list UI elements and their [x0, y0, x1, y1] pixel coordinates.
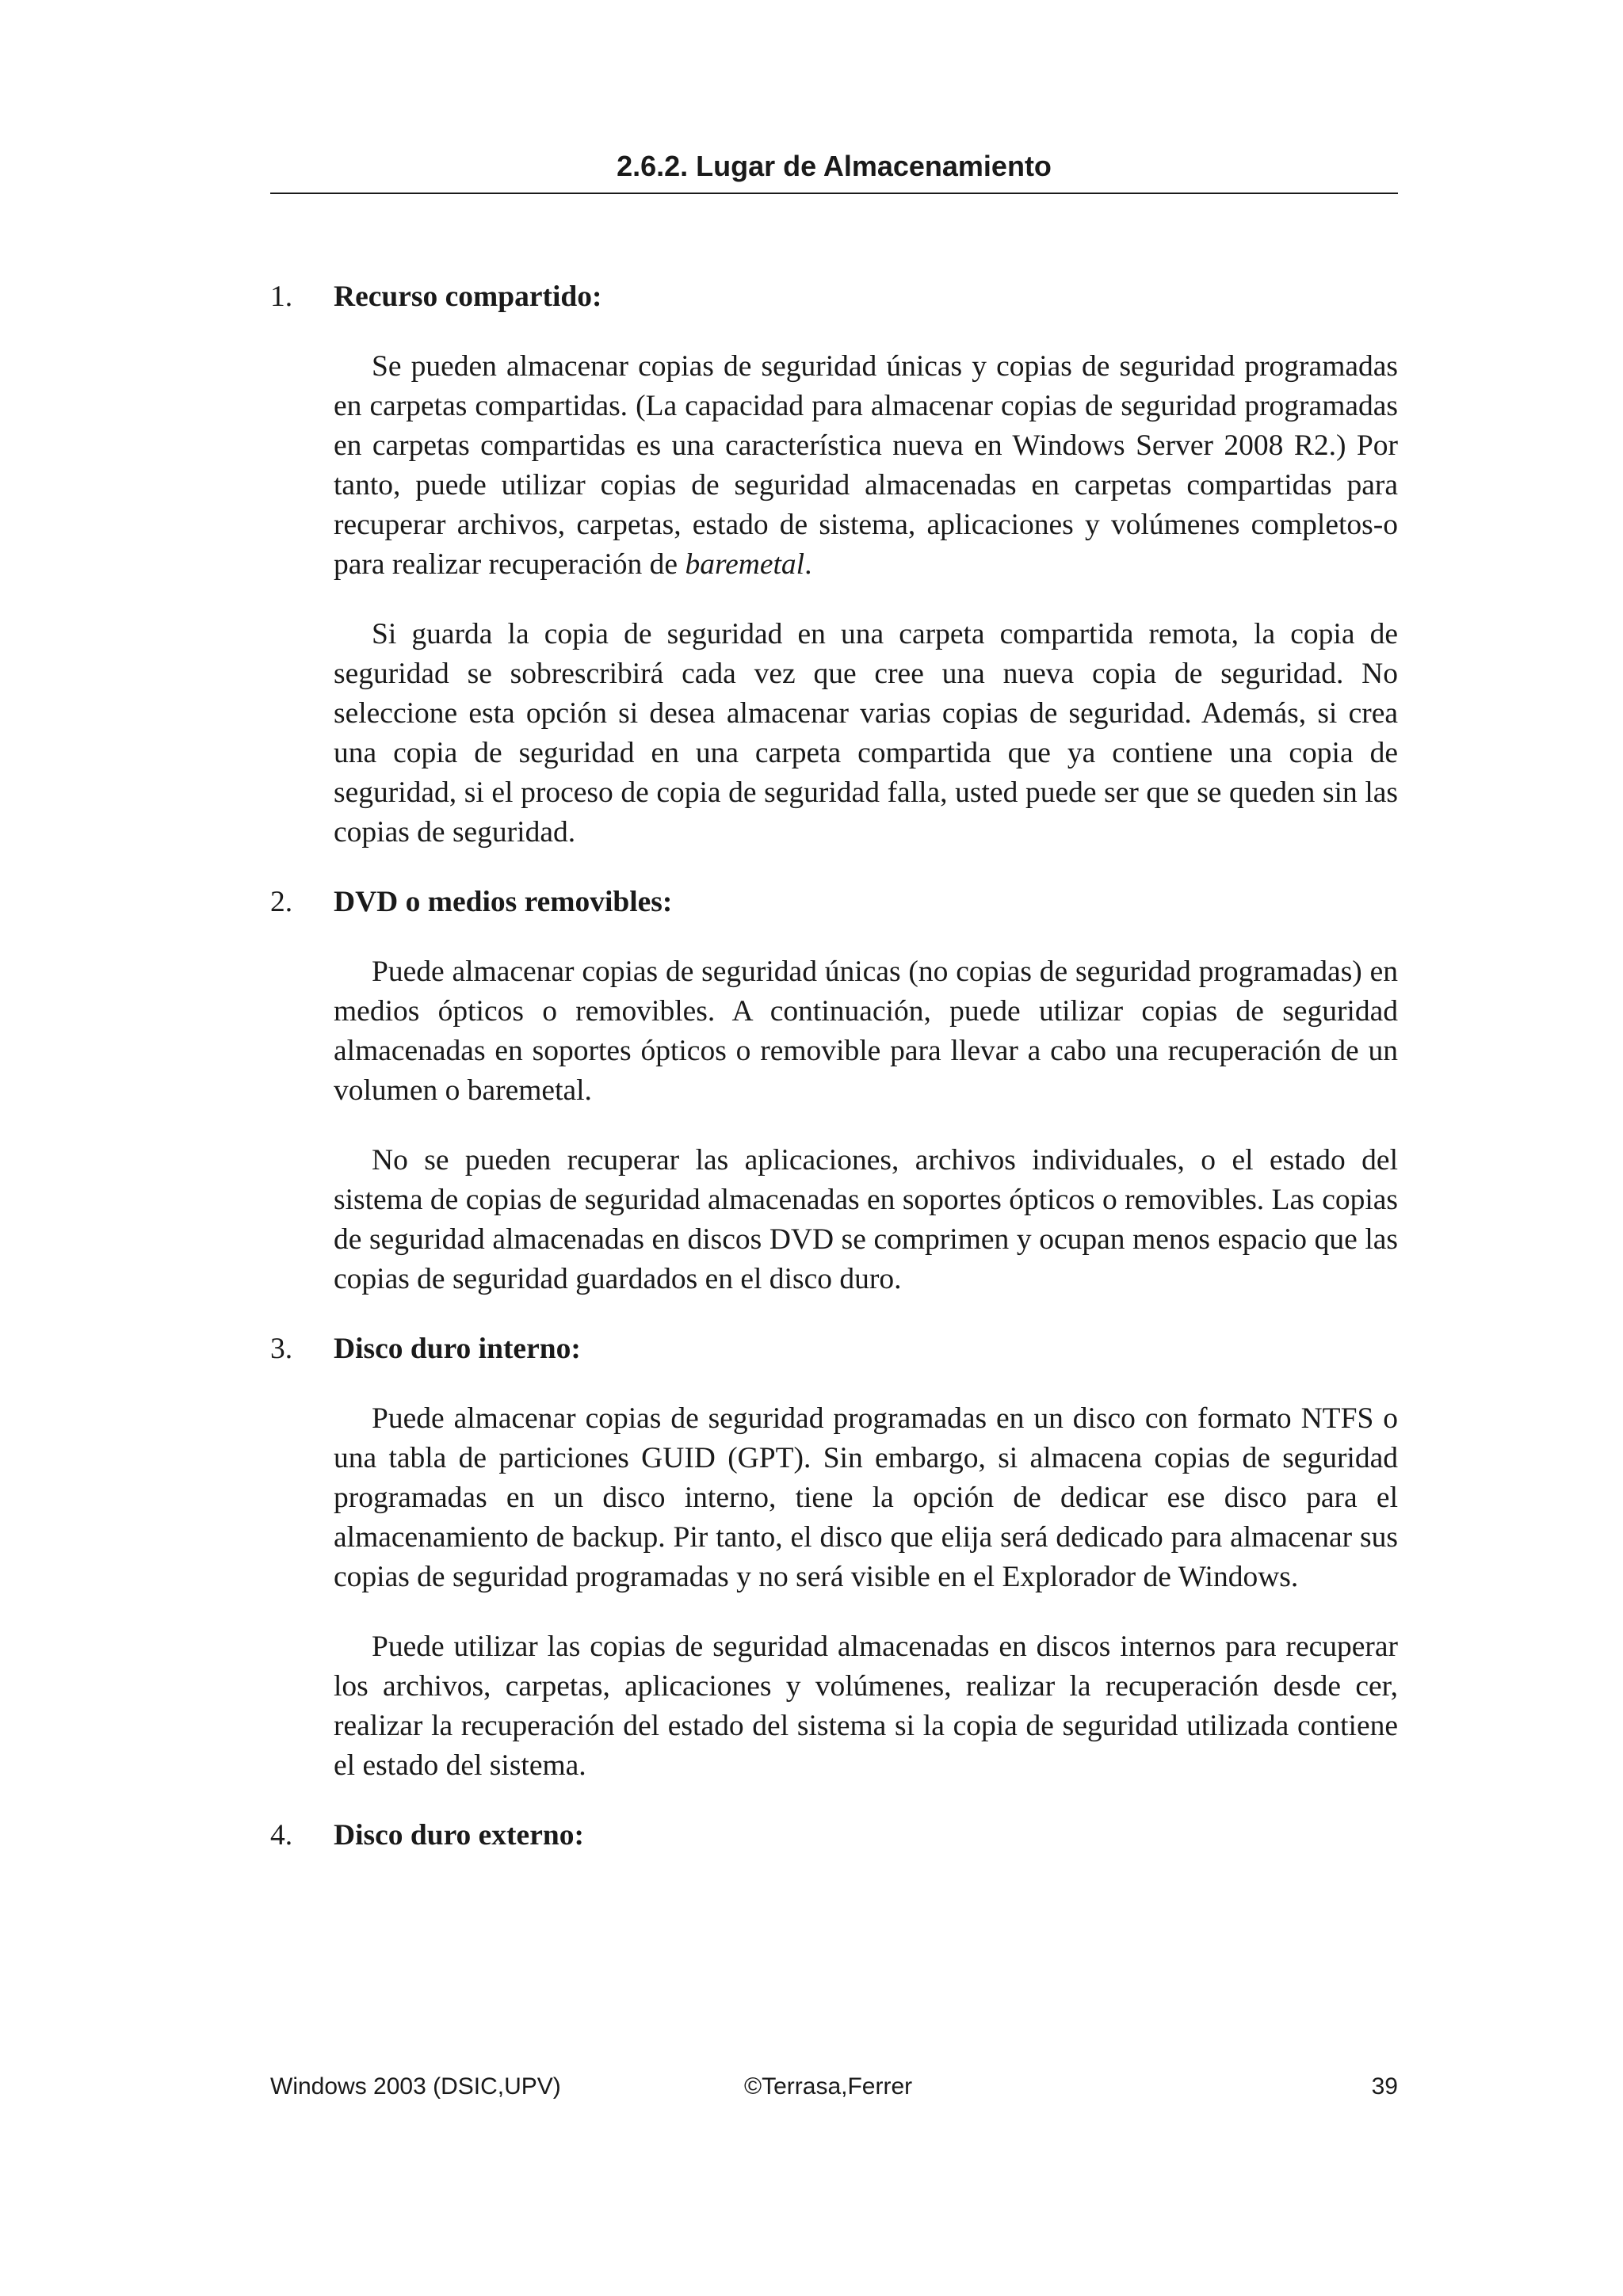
paragraph: Puede utilizar las copias de seguridad almacenadas en discos internos para recuperar los archivos, carpetas, aplicaciones y volúmenes, realizar la recuperación desde cer, realizar la recuperación del estado del sistema si la copia de seguridad utilizada contiene el estado del sistema.: [334, 1630, 1398, 1782]
paragraph: Puede almacenar copias de seguridad únicas (no copias de seguridad programadas) en medios ópticos o removibles. A continuación, puede utilizar copias de seguridad almacenadas en soportes ópticos o removible para llevar a cabo una recuperación de un volumen o baremetal.: [334, 955, 1398, 1107]
page-content: [270, 277, 1398, 1855]
paragraph: Si guarda la copia de seguridad en una carpeta compartida remota, la copia de seguridad se sobrescribirá cada vez que cree una nueva copia de seguridad. No seleccione esta opción si desea almacenar varias copias de seguridad. Además, si crea una copia de seguridad en una carpeta compartida que ya contiene una copia de seguridad, si el proceso de copia de seguridad falla, usted puede ser que se queden sin las copias de seguridad.: [334, 618, 1398, 849]
section-disco-duro-interno: [270, 1329, 1398, 1786]
page-header: [270, 143, 1398, 194]
page-footer: [270, 2069, 1398, 2104]
paragraph: [270, 347, 1398, 585]
section-number: 4.: [270, 1819, 293, 1852]
section-heading: [270, 1816, 1398, 1855]
section-title: DVD o medios removibles:: [334, 886, 673, 918]
paragraph: No se pueden recuperar las aplicaciones, archivos individuales, o el estado del sistema de copias de seguridad almacenadas en soportes ópticos o removibles. Las copias de seguridad almacenadas en discos DVD se comprimen y ocupan menos espacio que las copias de seguridad guardados en el disco duro.: [334, 1144, 1398, 1295]
page-title: 2.6.2. Lugar de Almacenamiento: [617, 150, 1052, 182]
section-dvd-medios-removibles: [270, 883, 1398, 1299]
paragraph: Puede almacenar copias de seguridad programadas en un disco con formato NTFS o una tabla de particiones GUID (GPT). Sin embargo, si almacena copias de seguridad programadas en un disco interno, tiene la opción de dedicar ese disco para el almacenamiento de backup. Pir tanto, el disco que elija será dedicado para almacenar sus copias de seguridad programadas y no será visible en el Explorador de Windows.: [334, 1402, 1398, 1593]
section-number: 1.: [270, 280, 293, 313]
section-heading: [270, 1329, 1398, 1369]
paragraph-text: Se pueden almacenar copias de seguridad únicas y copias de seguridad programadas en carpetas compartidas. (La capacidad para almacenar copias de seguridad programadas en carpetas compartidas es una característica nueva en Windows Server 2008 R2.) Por tanto, puede utilizar copias de seguridad almacenadas en carpetas compartidas para recuperar archivos, carpetas, estado de sistema, aplicaciones y volúmenes completos-o para realizar recuperación de: [334, 350, 1398, 581]
section-title: Recurso compartido:: [334, 280, 602, 313]
section-recurso-compartido: [270, 277, 1398, 852]
section-number: 2.: [270, 886, 293, 918]
section-title: Disco duro interno:: [334, 1333, 581, 1365]
footer-course: Windows 2003 (DSIC,UPV): [270, 2073, 561, 2100]
footer-copyright: ©Terrasa,Ferrer: [744, 2073, 913, 2100]
section-number: 3.: [270, 1333, 293, 1365]
page-number: 39: [1371, 2073, 1398, 2100]
emphasis-text: baremetal: [685, 548, 805, 581]
section-heading: [270, 277, 1398, 317]
paragraph-tail: .: [804, 548, 812, 581]
section-heading: [270, 883, 1398, 922]
section-disco-duro-externo: [270, 1816, 1398, 1855]
section-title: Disco duro externo:: [334, 1819, 584, 1852]
